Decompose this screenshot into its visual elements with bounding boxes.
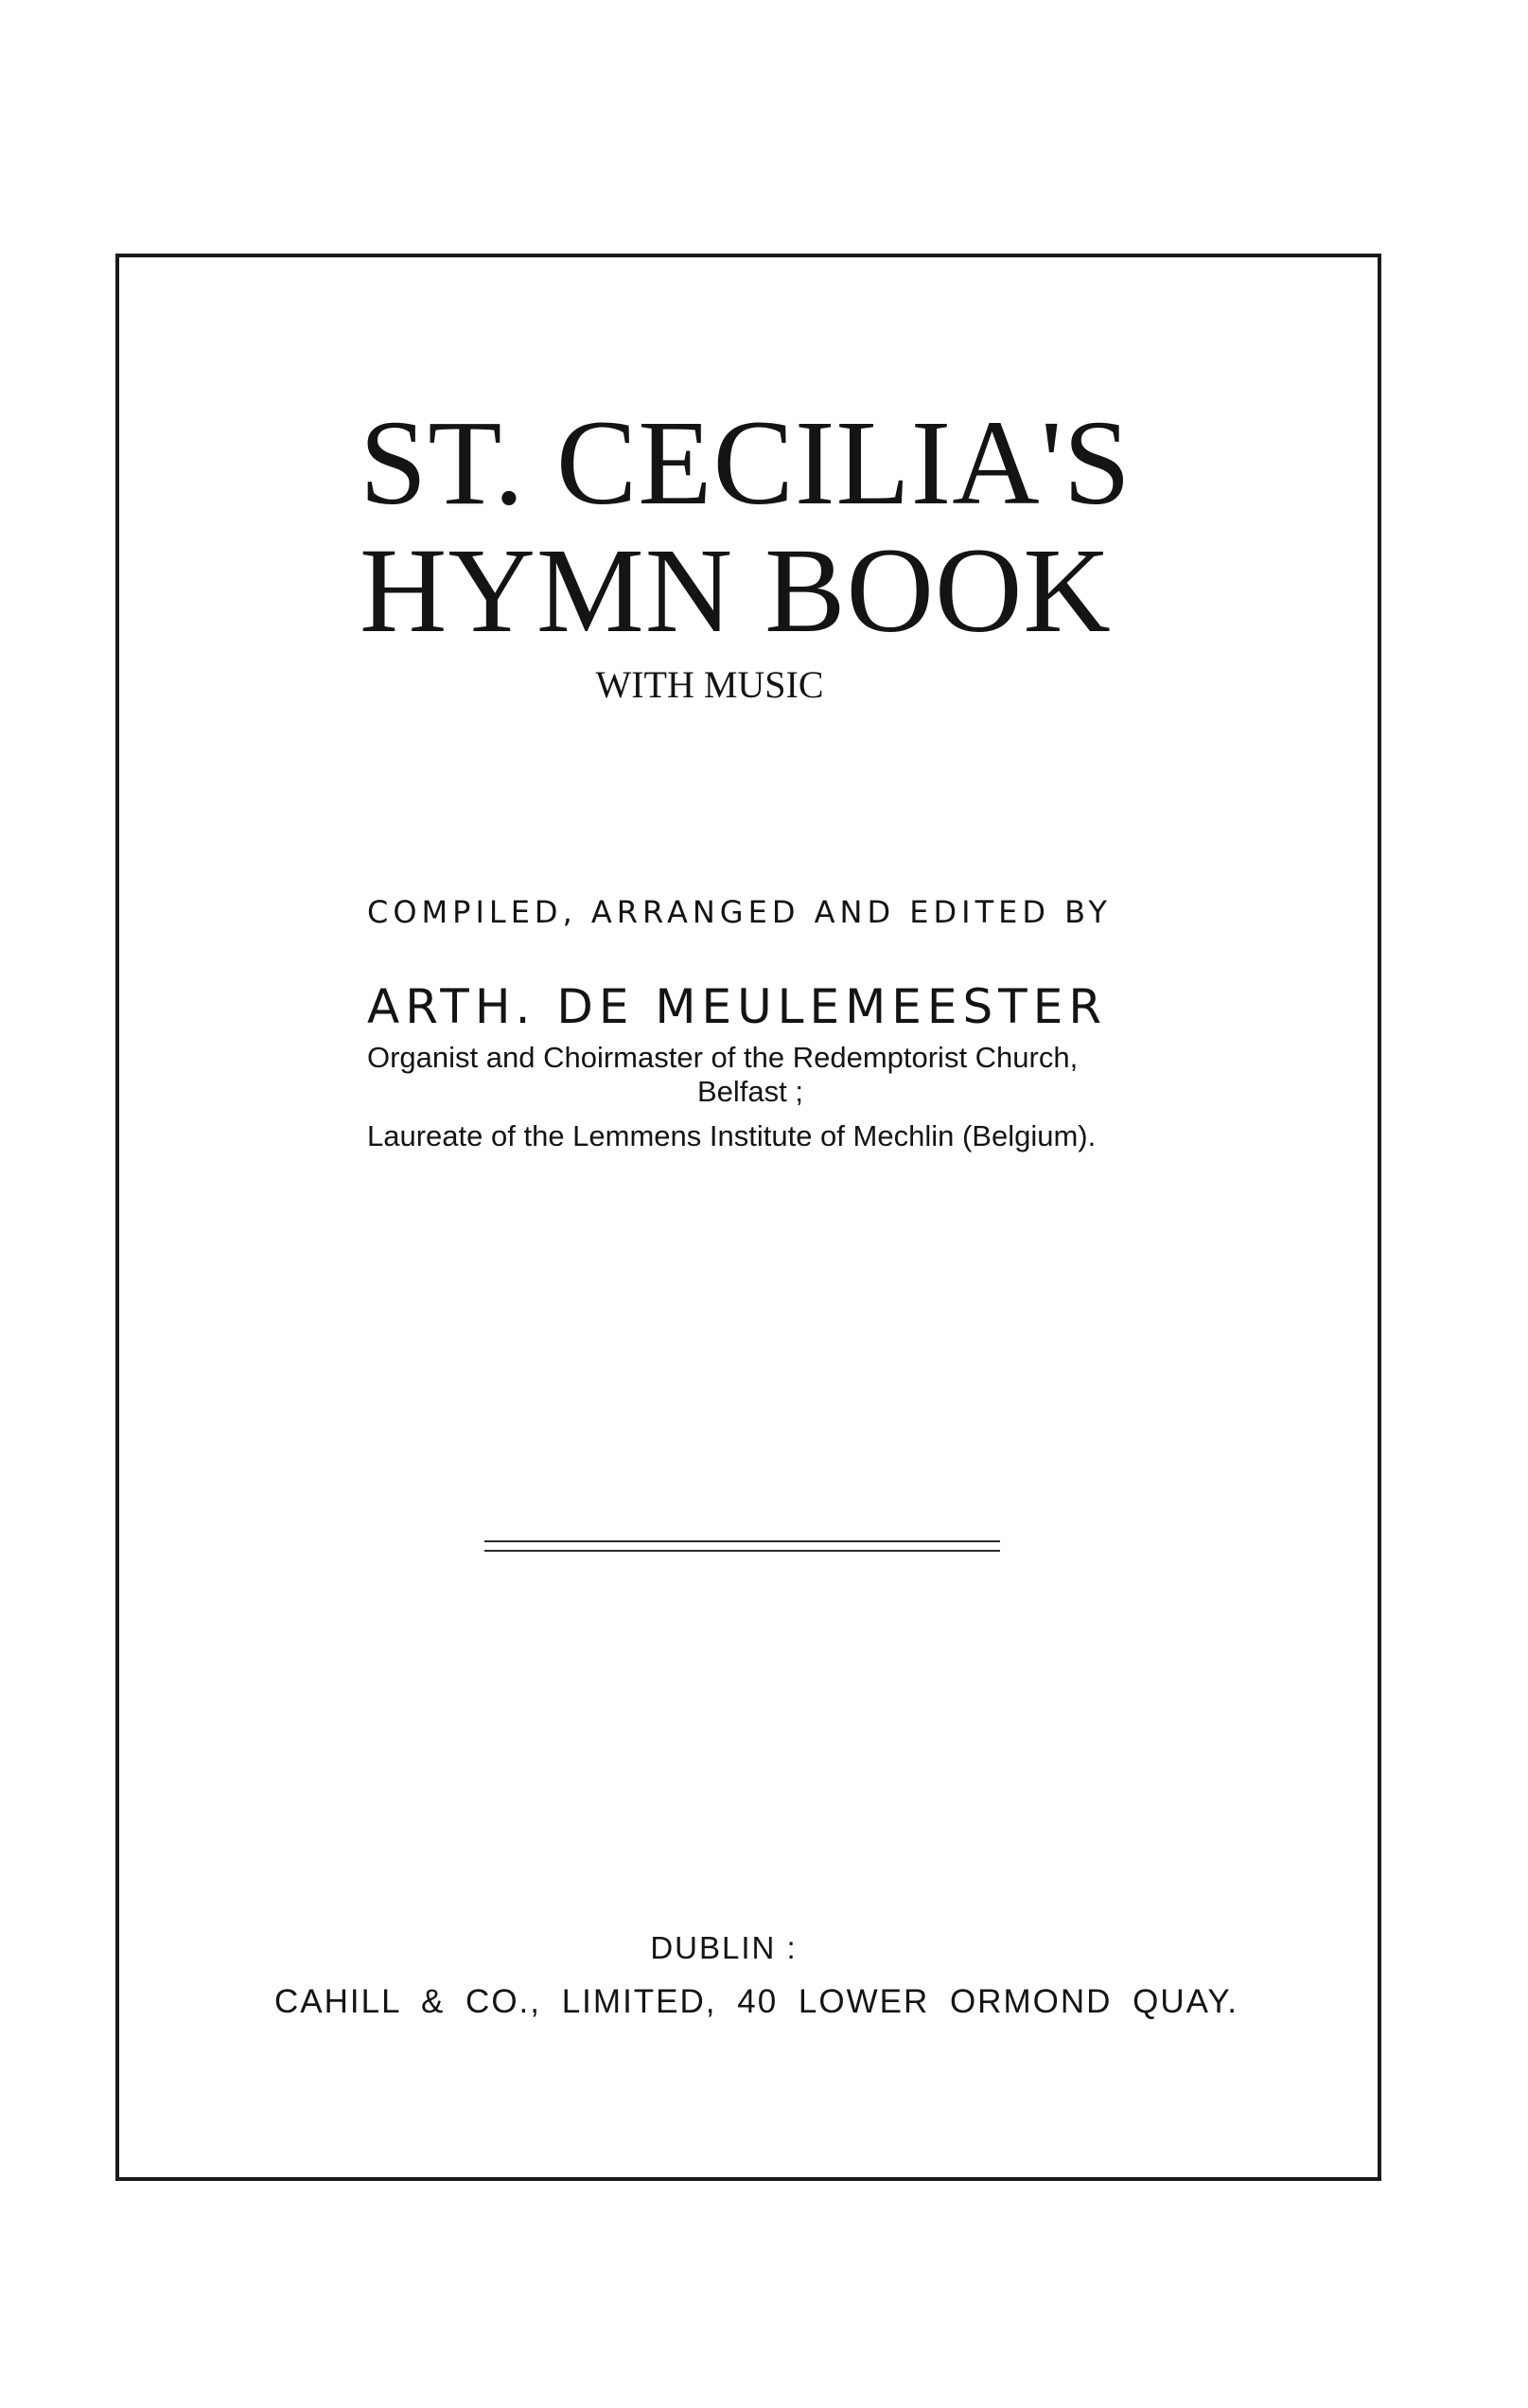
- author-name: ARTH. DE MEULEMEESTER: [367, 979, 1108, 1034]
- author-laureate-line: Laureate of the Lemmens Institute of Mechlin (Belgium).: [367, 1119, 1097, 1152]
- title-line-1: ST. CECILIA'S: [360, 395, 1132, 530]
- imprint-city: DUBLIN :: [650, 1930, 798, 1965]
- compiled-by-line: COMPILED, ARRANGED AND EDITED BY: [367, 894, 1112, 930]
- imprint-publisher: CAHILL & CO., LIMITED, 40 LOWER ORMOND QUAY.: [274, 1983, 1238, 2020]
- subtitle: WITH MUSIC: [595, 663, 824, 706]
- title-line-2: HYMN BOOK: [360, 523, 1112, 658]
- double-rule-bottom: [484, 1550, 1000, 1552]
- double-rule-top: [484, 1540, 1000, 1542]
- author-role-line-1: Organist and Choirmaster of the Redemptorist Church,: [367, 1041, 1079, 1074]
- author-role-line-2: Belfast ;: [697, 1075, 803, 1108]
